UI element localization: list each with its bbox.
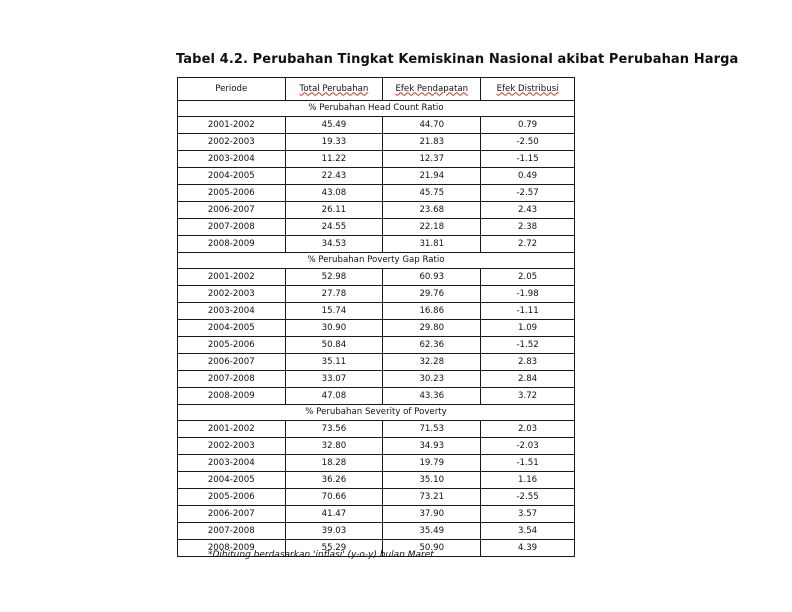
- cell-efek-pendapatan: 16.86: [383, 303, 481, 320]
- table-row: [178, 185, 575, 202]
- table-row: [178, 371, 575, 388]
- cell-efek-distribusi: 2.03: [481, 421, 575, 438]
- cell-total-perubahan: 15.74: [285, 303, 383, 320]
- cell-periode: 2002-2003: [178, 286, 286, 303]
- cell-periode: 2004-2005: [178, 320, 286, 337]
- table-row: [178, 455, 575, 472]
- cell-total-perubahan: 50.84: [285, 337, 383, 354]
- cell-total-perubahan: 43.08: [285, 185, 383, 202]
- cell-total-perubahan: 30.90: [285, 320, 383, 337]
- cell-efek-distribusi: 1.16: [481, 472, 575, 489]
- cell-total-perubahan: 39.03: [285, 523, 383, 540]
- cell-total-perubahan: 70.66: [285, 489, 383, 506]
- cell-periode: 2002-2003: [178, 134, 286, 151]
- cell-total-perubahan: 52.98: [285, 269, 383, 286]
- section-header-row: [178, 101, 575, 117]
- cell-efek-pendapatan: 45.75: [383, 185, 481, 202]
- cell-total-perubahan: 45.49: [285, 117, 383, 134]
- cell-total-perubahan: 32.80: [285, 438, 383, 455]
- cell-efek-pendapatan: 60.93: [383, 269, 481, 286]
- table-row: [178, 168, 575, 185]
- table-body: [178, 101, 575, 557]
- cell-efek-pendapatan: 21.94: [383, 168, 481, 185]
- cell-periode: 2002-2003: [178, 438, 286, 455]
- cell-periode: 2008-2009: [178, 388, 286, 405]
- cell-periode: 2008-2009: [178, 236, 286, 253]
- cell-efek-distribusi: -1.98: [481, 286, 575, 303]
- poverty-change-table: [177, 77, 575, 557]
- cell-periode: 2003-2004: [178, 151, 286, 168]
- cell-efek-pendapatan: 32.28: [383, 354, 481, 371]
- cell-efek-distribusi: 3.54: [481, 523, 575, 540]
- table-row: [178, 202, 575, 219]
- section-header: [178, 253, 575, 269]
- column-header-periode: Periode: [178, 78, 286, 101]
- cell-total-perubahan: 41.47: [285, 506, 383, 523]
- cell-periode: 2003-2004: [178, 455, 286, 472]
- cell-efek-pendapatan: 31.81: [383, 236, 481, 253]
- cell-efek-distribusi: 2.72: [481, 236, 575, 253]
- section-header: [178, 101, 575, 117]
- table-row: [178, 269, 575, 286]
- cell-periode: 2007-2008: [178, 219, 286, 236]
- cell-efek-distribusi: -1.15: [481, 151, 575, 168]
- cell-efek-pendapatan: 35.49: [383, 523, 481, 540]
- cell-efek-pendapatan: 50.90: [383, 540, 481, 557]
- table-row: [178, 117, 575, 134]
- cell-efek-distribusi: -2.55: [481, 489, 575, 506]
- cell-efek-distribusi: -1.11: [481, 303, 575, 320]
- cell-total-perubahan: 24.55: [285, 219, 383, 236]
- cell-total-perubahan: 26.11: [285, 202, 383, 219]
- table-row: [178, 438, 575, 455]
- table-row: [178, 472, 575, 489]
- section-label: % Perubahan Poverty Gap Ratio: [307, 255, 445, 265]
- table-row: [178, 523, 575, 540]
- column-header-label: Total Perubahan: [299, 83, 369, 94]
- cell-periode: 2005-2006: [178, 185, 286, 202]
- cell-efek-pendapatan: 12.37: [383, 151, 481, 168]
- cell-efek-pendapatan: 73.21: [383, 489, 481, 506]
- cell-efek-pendapatan: 19.79: [383, 455, 481, 472]
- table-title: Tabel 4.2. Perubahan Tingkat Kemiskinan Nasional akibat Perubahan Harga: [176, 52, 739, 67]
- cell-periode: 2001-2002: [178, 269, 286, 286]
- cell-efek-pendapatan: 37.90: [383, 506, 481, 523]
- cell-efek-distribusi: 2.83: [481, 354, 575, 371]
- cell-periode: 2006-2007: [178, 202, 286, 219]
- column-header-label: Efek Distribusi: [496, 83, 559, 94]
- cell-total-perubahan: 33.07: [285, 371, 383, 388]
- column-header-label: Efek Pendapatan: [395, 83, 469, 94]
- cell-efek-pendapatan: 35.10: [383, 472, 481, 489]
- cell-efek-distribusi: 0.49: [481, 168, 575, 185]
- cell-periode: 2004-2005: [178, 168, 286, 185]
- cell-efek-distribusi: -2.03: [481, 438, 575, 455]
- column-header-efek-pendapatan: [383, 78, 481, 101]
- cell-efek-distribusi: 0.79: [481, 117, 575, 134]
- cell-total-perubahan: 34.53: [285, 236, 383, 253]
- cell-periode: 2005-2006: [178, 337, 286, 354]
- cell-total-perubahan: 35.11: [285, 354, 383, 371]
- cell-efek-distribusi: 4.39: [481, 540, 575, 557]
- cell-efek-distribusi: 1.09: [481, 320, 575, 337]
- cell-periode: 2007-2008: [178, 523, 286, 540]
- cell-total-perubahan: 22.43: [285, 168, 383, 185]
- table-row: [178, 219, 575, 236]
- cell-periode: 2001-2002: [178, 421, 286, 438]
- cell-efek-distribusi: -1.51: [481, 455, 575, 472]
- table-row: [178, 236, 575, 253]
- cell-total-perubahan: 19.33: [285, 134, 383, 151]
- cell-total-perubahan: 73.56: [285, 421, 383, 438]
- cell-efek-pendapatan: 43.36: [383, 388, 481, 405]
- cell-efek-distribusi: 2.43: [481, 202, 575, 219]
- cell-periode: 2007-2008: [178, 371, 286, 388]
- cell-periode: 2004-2005: [178, 472, 286, 489]
- cell-efek-pendapatan: 23.68: [383, 202, 481, 219]
- cell-efek-distribusi: -2.57: [481, 185, 575, 202]
- cell-efek-distribusi: 2.38: [481, 219, 575, 236]
- cell-efek-pendapatan: 22.18: [383, 219, 481, 236]
- cell-efek-pendapatan: 21.83: [383, 134, 481, 151]
- section-header-row: [178, 253, 575, 269]
- cell-efek-distribusi: 2.05: [481, 269, 575, 286]
- cell-periode: 2001-2002: [178, 117, 286, 134]
- cell-total-perubahan: 27.78: [285, 286, 383, 303]
- cell-total-perubahan: 18.28: [285, 455, 383, 472]
- cell-efek-distribusi: -1.52: [481, 337, 575, 354]
- table-row: [178, 134, 575, 151]
- cell-total-perubahan: 36.26: [285, 472, 383, 489]
- cell-periode: 2006-2007: [178, 506, 286, 523]
- section-header-row: [178, 405, 575, 421]
- footnote: *Dihitung berdasarkan 'inflasi' (y-o-y) bulan Maret: [208, 550, 434, 560]
- cell-total-perubahan: 47.08: [285, 388, 383, 405]
- table-row: [178, 151, 575, 168]
- cell-periode: 2005-2006: [178, 489, 286, 506]
- table-row: [178, 320, 575, 337]
- cell-total-perubahan: 11.22: [285, 151, 383, 168]
- cell-periode: 2006-2007: [178, 354, 286, 371]
- section-label: % Perubahan Head Count Ratio: [308, 103, 444, 113]
- cell-periode: 2003-2004: [178, 303, 286, 320]
- cell-efek-pendapatan: 71.53: [383, 421, 481, 438]
- table-row: [178, 286, 575, 303]
- header-row: [178, 78, 575, 101]
- cell-efek-pendapatan: 30.23: [383, 371, 481, 388]
- cell-efek-pendapatan: 62.36: [383, 337, 481, 354]
- table-row: [178, 354, 575, 371]
- cell-efek-pendapatan: 44.70: [383, 117, 481, 134]
- column-header-total-perubahan: [285, 78, 383, 101]
- cell-efek-pendapatan: 29.80: [383, 320, 481, 337]
- section-header: [178, 405, 575, 421]
- cell-total-perubahan: 55.29: [285, 540, 383, 557]
- cell-efek-distribusi: 3.57: [481, 506, 575, 523]
- section-label: % Perubahan Severity of Poverty: [305, 407, 447, 417]
- table-row: [178, 337, 575, 354]
- cell-efek-distribusi: 3.72: [481, 388, 575, 405]
- cell-efek-pendapatan: 34.93: [383, 438, 481, 455]
- cell-efek-distribusi: 2.84: [481, 371, 575, 388]
- table-row: [178, 388, 575, 405]
- table-row: [178, 421, 575, 438]
- cell-efek-distribusi: -2.50: [481, 134, 575, 151]
- cell-periode: 2008-2009: [178, 540, 286, 557]
- column-header-efek-distribusi: [481, 78, 575, 101]
- cell-efek-pendapatan: 29.76: [383, 286, 481, 303]
- table-row: [178, 489, 575, 506]
- table-row: [178, 303, 575, 320]
- table-row: [178, 506, 575, 523]
